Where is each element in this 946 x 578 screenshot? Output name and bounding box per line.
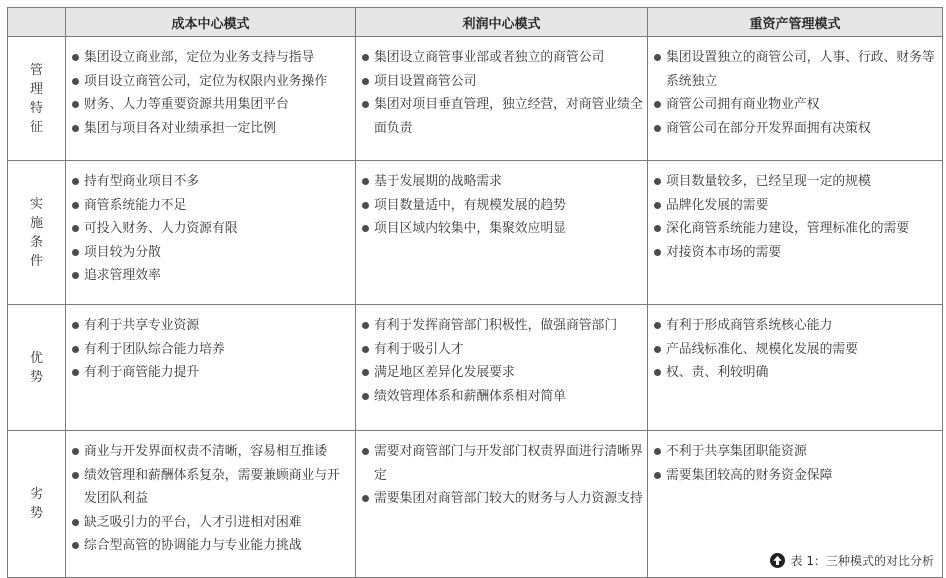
list-item: 有利于形成商管系统核心能力: [654, 314, 938, 338]
caption-text: 表 1：三种模式的对比分析: [790, 554, 934, 568]
list-item: 项目设立商管公司，定位为权限内业务操作: [72, 70, 351, 94]
list-item: 有利于吸引人才: [362, 338, 643, 362]
table-cell: [356, 161, 648, 305]
bullet-list: [72, 440, 351, 558]
list-item: 商管公司拥有商业物业产权: [654, 93, 938, 117]
list-item: 财务、人力等重要资源共用集团平台: [72, 93, 351, 117]
list-item: 商业与开发界面权责不清晰，容易相互推诿: [72, 440, 351, 464]
list-item: 项目数量适中，有规模发展的趋势: [362, 194, 643, 218]
table-header-row: [8, 8, 943, 37]
row-label: 优势: [29, 350, 43, 385]
list-item: 绩效管理和薪酬体系复杂，需要兼顾商业与开发团队利益: [72, 464, 351, 511]
list-item: 满足地区差异化发展要求: [362, 361, 643, 385]
row-label: 劣势: [29, 487, 43, 521]
table-cell: [648, 305, 943, 431]
list-item: 深化商管系统能力建设，管理标准化的需要: [654, 217, 938, 241]
table-cell: [356, 431, 648, 578]
list-item: 品牌化发展的需要: [654, 194, 938, 218]
list-item: 项目设置商管公司: [362, 70, 643, 94]
row-header-cell: [8, 305, 66, 431]
row-header-cell: [8, 37, 66, 161]
list-item: 有利于团队综合能力培养: [72, 338, 351, 362]
list-item: 需要对商管部门与开发部门权责界面进行清晰界定: [362, 440, 643, 487]
table-cell: [356, 37, 648, 161]
table-cell: [66, 161, 356, 305]
table-cell: [648, 37, 943, 161]
list-item: 产品线标准化、规模化发展的需要: [654, 338, 938, 362]
list-item: 项目较为分散: [72, 241, 351, 265]
bullet-list: [362, 170, 643, 241]
list-item: 综合型高管的协调能力与专业能力挑战: [72, 534, 351, 558]
table-cell: [356, 305, 648, 431]
bullet-list: [654, 170, 938, 264]
list-item: 有利于发挥商管部门积极性，做强商管部门: [362, 314, 643, 338]
list-item: 集团设立商管事业部或者独立的商管公司: [362, 46, 643, 70]
row-header-cell: [8, 431, 66, 578]
table-row-implementation-conditions: [8, 161, 943, 305]
bullet-list: [654, 314, 938, 385]
list-item: 需要集团对商管部门较大的财务与人力资源支持: [362, 487, 643, 511]
list-item: 可投入财务、人力资源有限: [72, 217, 351, 241]
list-item: 集团设置独立的商管公司，人事、行政、财务等系统独立: [654, 46, 938, 93]
list-item: 缺乏吸引力的平台，人才引进相对困难: [72, 511, 351, 535]
header-heavy-asset: 重资产管理模式: [648, 8, 943, 37]
bullet-list: [72, 46, 351, 140]
bullet-list: [654, 46, 938, 140]
bullet-list: [72, 314, 351, 385]
row-label: 实施条件: [29, 196, 43, 269]
row-label: 管理特征: [29, 62, 43, 135]
list-item: 需要集团较高的财务资金保障: [654, 464, 938, 488]
list-item: 集团对项目垂直管理，独立经营，对商管业绩全面负责: [362, 93, 643, 140]
list-item: 不利于共享集团职能资源: [654, 440, 938, 464]
table-cell: [66, 305, 356, 431]
table-cell: [66, 431, 356, 578]
bullet-list: [362, 314, 643, 408]
table-caption: [770, 552, 934, 569]
list-item: 项目数量较多，已经呈现一定的规模: [654, 170, 938, 194]
list-item: 集团与项目各对业绩承担一定比例: [72, 117, 351, 141]
list-item: 有利于共享专业资源: [72, 314, 351, 338]
row-header-cell: [8, 161, 66, 305]
list-item: 有利于商管能力提升: [72, 361, 351, 385]
list-item: 项目区域内较集中，集聚效应明显: [362, 217, 643, 241]
table-row-management-features: [8, 37, 943, 161]
list-item: 对接资本市场的需要: [654, 241, 938, 265]
up-arrow-icon: [770, 553, 785, 568]
header-profit-center: 利润中心模式: [356, 8, 648, 37]
table-cell: [648, 161, 943, 305]
bullet-list: [362, 46, 643, 140]
header-cost-center: 成本中心模式: [66, 8, 356, 37]
list-item: 基于发展期的战略需求: [362, 170, 643, 194]
list-item: 绩效管理体系和薪酬体系相对简单: [362, 385, 643, 409]
list-item: 集团设立商业部，定位为业务支持与指导: [72, 46, 351, 70]
list-item: 商管系统能力不足: [72, 194, 351, 218]
bullet-list: [362, 440, 643, 511]
list-item: 权、责、利较明确: [654, 361, 938, 385]
table-row-advantages: [8, 305, 943, 431]
list-item: 商管公司在部分开发界面拥有决策权: [654, 117, 938, 141]
list-item: 持有型商业项目不多: [72, 170, 351, 194]
comparison-table: [7, 7, 943, 578]
bullet-list: [72, 170, 351, 288]
table-cell: [66, 37, 356, 161]
bullet-list: [654, 440, 938, 487]
header-corner: [8, 8, 66, 37]
list-item: 追求管理效率: [72, 264, 351, 288]
